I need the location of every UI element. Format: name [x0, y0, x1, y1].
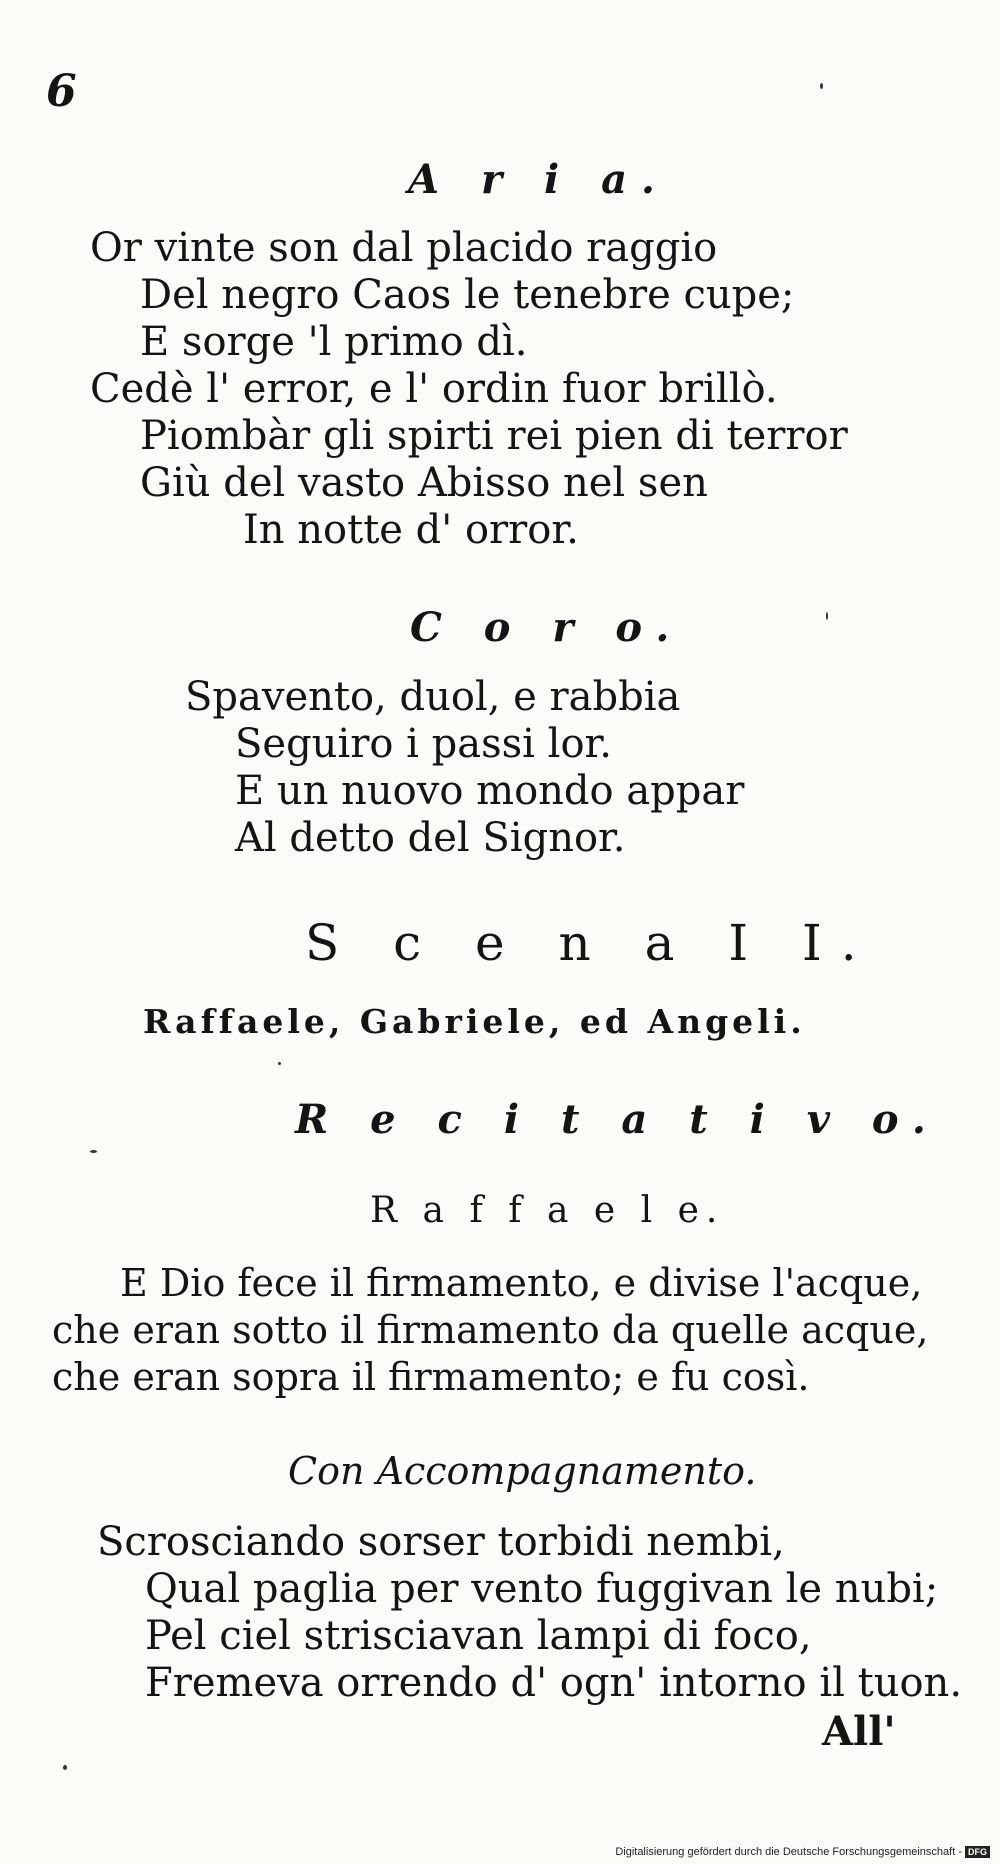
aria-heading: A r i a. [408, 156, 669, 203]
dfg-logo: DFG [965, 1846, 990, 1858]
aria-line: Cedè l' error, e l' ordin fuor brillò. [90, 366, 778, 412]
aria-line: E sorge 'l primo dì. [140, 319, 528, 365]
accompagnamento-heading: Con Accompagnamento. [288, 1449, 757, 1493]
scena-persons: Raffaele, Gabriele, ed Angeli. [143, 1002, 806, 1041]
aria-line: Giù del vasto Abisso nel sen [140, 460, 708, 506]
accompagnamento-line: Fremeva orrendo d' ogn' intorno il tuon. [145, 1660, 963, 1706]
ink-speck [278, 1062, 281, 1065]
catchword: All' [822, 1708, 896, 1755]
footer-text: Digitalisierung gefördert durch die Deutsche Forschungsgemeinschaft - [615, 1846, 962, 1858]
accompagnamento-line: Pel ciel strisciavan lampi di foco, [145, 1613, 812, 1659]
scena-heading: S c e n a I I. [305, 914, 876, 972]
ink-speck [826, 612, 828, 620]
speaker-name: R a f f a e l e. [370, 1190, 725, 1231]
recitativo-heading: R e c i t a t i v o. [295, 1096, 940, 1143]
coro-line: Al detto del Signor. [235, 815, 626, 861]
aria-line: Piombàr gli spirti rei pien di terror [140, 413, 848, 459]
recitativo-line: che eran sotto il firmamento da quelle acque, [52, 1308, 929, 1352]
aria-line: In notte d' orror. [243, 507, 579, 553]
ink-speck [90, 1150, 97, 1153]
ink-speck [63, 1765, 67, 1770]
accompagnamento-line: Scrosciando sorser torbidi nembi, [97, 1519, 785, 1565]
page-number: 6 [46, 66, 77, 117]
recitativo-line: E Dio fece il firmamento, e divise l'acque, [120, 1261, 923, 1305]
accompagnamento-line: Qual paglia per vento fuggivan le nubi; [145, 1566, 939, 1612]
aria-line: Or vinte son dal placido raggio [90, 225, 718, 271]
aria-line: Del negro Caos le tenebre cupe; [140, 272, 795, 318]
coro-heading: C o r o. [410, 604, 684, 651]
ink-speck [820, 83, 823, 89]
digitization-footer [615, 1846, 990, 1858]
coro-line: Seguiro i passi lor. [235, 721, 612, 767]
coro-line: Spavento, duol, e rabbia [185, 674, 681, 720]
coro-line: E un nuovo mondo appar [235, 768, 745, 814]
recitativo-line: che eran sopra il firmamento; e fu così. [52, 1355, 810, 1399]
